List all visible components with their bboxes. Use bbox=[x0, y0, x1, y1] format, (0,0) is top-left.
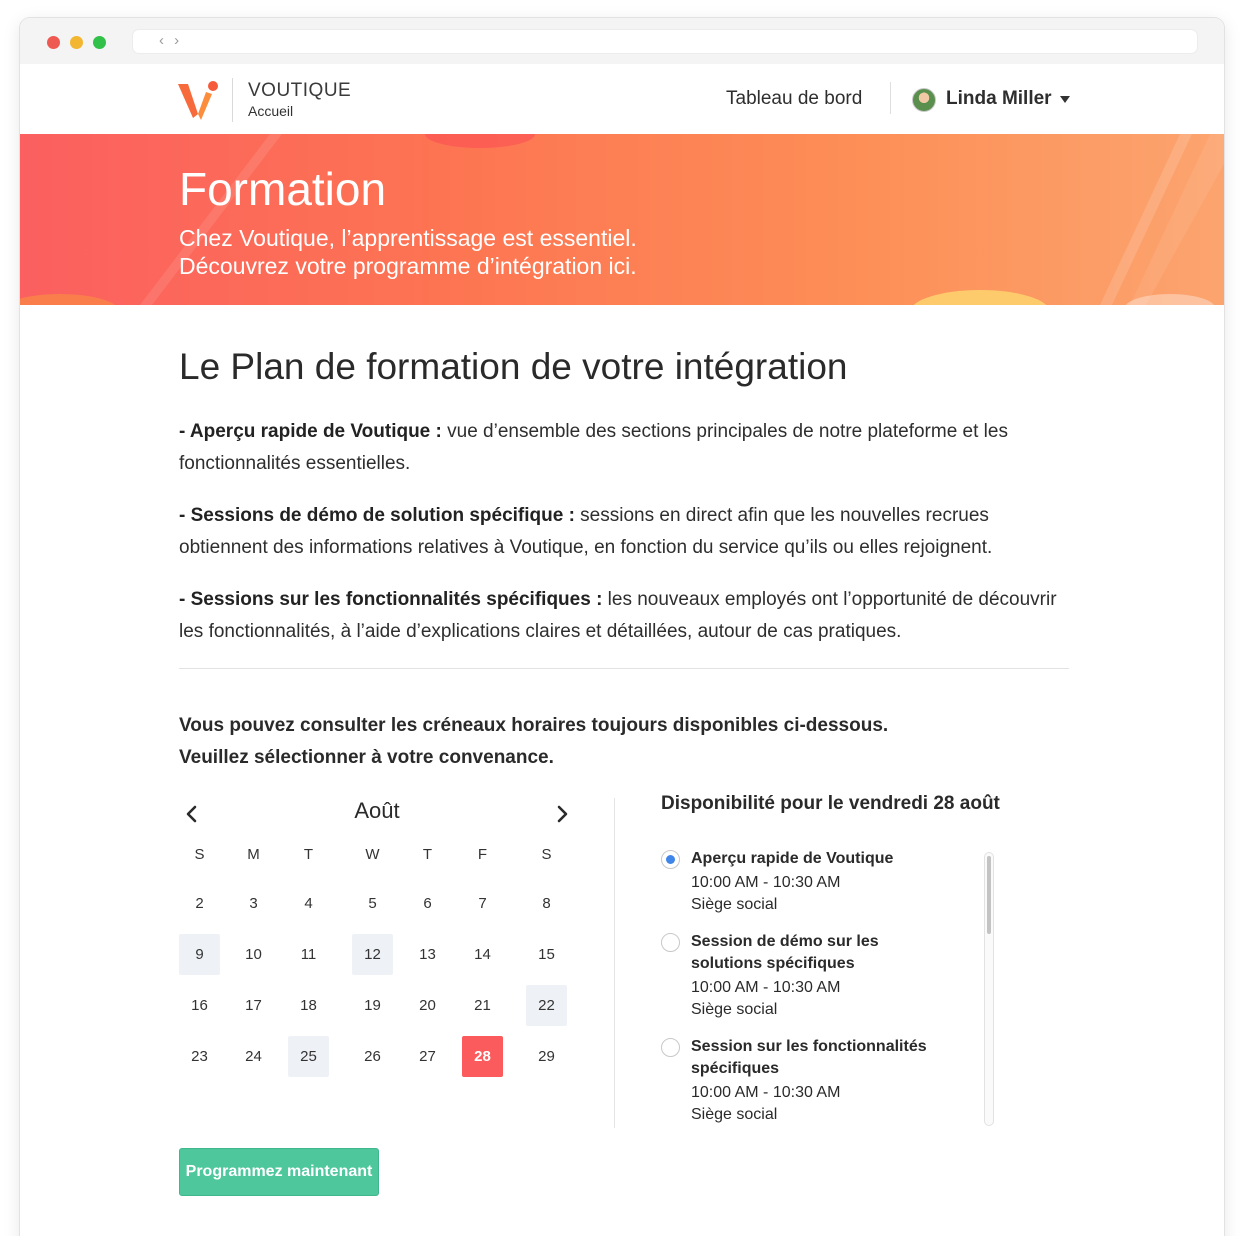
user-avatar[interactable] bbox=[912, 88, 936, 112]
calendar bbox=[179, 795, 579, 1095]
slot-time: 10:00 AM - 10:30 AM bbox=[691, 1084, 841, 1101]
calendar-day-4[interactable]: 4 bbox=[304, 895, 313, 912]
slot-radio[interactable] bbox=[661, 850, 680, 869]
calendar-day-11[interactable]: 11 bbox=[300, 946, 317, 963]
plan-item-label: - Sessions sur les fonctionnalités spécifiques : bbox=[179, 589, 603, 610]
browser-chrome bbox=[20, 18, 1224, 64]
slot-name: Session de démo sur les solutions spécifiques bbox=[691, 933, 879, 972]
slots-intro-line2: Veuillez sélectionner à votre convenance. bbox=[179, 747, 554, 768]
calendar-day-26[interactable]: 26 bbox=[364, 1048, 381, 1065]
slot-time: 10:00 AM - 10:30 AM bbox=[691, 979, 841, 996]
brand-name: VOUTIQUE bbox=[248, 80, 352, 101]
hero-banner bbox=[20, 134, 1224, 305]
calendar-day-16[interactable]: 16 bbox=[191, 997, 208, 1014]
schedule-now-button[interactable]: Programmez maintenant bbox=[179, 1148, 379, 1196]
slot-name: Session sur les fonctionnalités spécifiques bbox=[691, 1038, 927, 1077]
calendar-day-5[interactable]: 5 bbox=[368, 895, 377, 912]
chevron-right-icon[interactable] bbox=[551, 803, 573, 825]
plan-item-text: les nouveaux employés ont l’opportunité de découvrir les fonctionnalités, à l’aide d’explications claires et détaillées, autour de cas pratiques. bbox=[179, 589, 1057, 642]
slot-place: Siège social bbox=[691, 896, 778, 913]
address-bar[interactable] bbox=[132, 29, 1198, 54]
slots-intro-line1: Vous pouvez consulter les créneaux horaires toujours disponibles ci-dessous. bbox=[179, 715, 889, 736]
calendar-weekday-label: F bbox=[477, 846, 488, 863]
back-forward-arrows-icon[interactable]: ‹ › bbox=[159, 32, 183, 49]
banner-subtitle-line1: Chez Voutique, l’apprentissage est essentiel. bbox=[179, 225, 637, 251]
page-title: Le Plan de formation de votre intégration bbox=[179, 346, 848, 387]
calendar-day-14[interactable]: 14 bbox=[474, 946, 491, 963]
slots-intro bbox=[179, 710, 888, 774]
calendar-day-21[interactable]: 21 bbox=[474, 997, 491, 1014]
calendar-day-8[interactable]: 8 bbox=[542, 895, 551, 912]
calendar-day-6[interactable]: 6 bbox=[423, 895, 432, 912]
calendar-weekday-label: W bbox=[365, 846, 380, 863]
brand-subtitle[interactable]: Accueil bbox=[248, 103, 294, 119]
calendar-day-2[interactable]: 2 bbox=[195, 895, 204, 912]
minimize-window-dot[interactable] bbox=[70, 36, 83, 49]
plan-item-feature-sessions bbox=[179, 584, 1059, 648]
plan-item-label: - Sessions de démo de solution spécifique : bbox=[179, 505, 575, 526]
calendar-weekday-label: S bbox=[541, 846, 552, 863]
calendar-weekday-label: M bbox=[247, 846, 260, 863]
user-menu-name[interactable]: Linda Miller bbox=[946, 88, 1052, 109]
slot-time: 10:00 AM - 10:30 AM bbox=[691, 874, 841, 891]
caret-down-icon[interactable] bbox=[1060, 96, 1070, 103]
calendar-day-22[interactable]: 22 bbox=[526, 985, 567, 1026]
voutique-logo-icon[interactable] bbox=[176, 78, 220, 122]
calendar-day-13[interactable]: 13 bbox=[419, 946, 436, 963]
slot-place: Siège social bbox=[691, 1106, 778, 1123]
calendar-weekday-label: T bbox=[422, 846, 433, 863]
calendar-day-24[interactable]: 24 bbox=[245, 1048, 262, 1065]
banner-title: Formation bbox=[179, 163, 387, 215]
calendar-day-12[interactable]: 12 bbox=[352, 934, 393, 975]
close-window-dot[interactable] bbox=[47, 36, 60, 49]
calendar-day-27[interactable]: 27 bbox=[419, 1048, 436, 1065]
slot-list-scrollbar[interactable] bbox=[984, 852, 994, 1126]
calendar-day-9[interactable]: 9 bbox=[179, 934, 220, 975]
calendar-day-15[interactable]: 15 bbox=[538, 946, 555, 963]
plan-item-text: vue d’ensemble des sections principales de notre plateforme et les fonctionnalités essentielles. bbox=[179, 421, 1008, 474]
availability-title: Disponibilité pour le vendredi 28 août bbox=[661, 793, 1000, 814]
slot-name: Aperçu rapide de Voutique bbox=[691, 850, 894, 867]
calendar-month: Août bbox=[354, 798, 400, 823]
plan-item-label: - Aperçu rapide de Voutique : bbox=[179, 421, 442, 442]
calendar-day-18[interactable]: 18 bbox=[300, 997, 317, 1014]
calendar-day-3[interactable]: 3 bbox=[249, 895, 258, 912]
browser-window bbox=[20, 18, 1224, 1236]
calendar-day-17[interactable]: 17 bbox=[245, 997, 262, 1014]
availability-slot-list bbox=[661, 848, 961, 1128]
nav-dashboard-link[interactable]: Tableau de bord bbox=[726, 88, 863, 109]
section-divider bbox=[179, 668, 1069, 669]
calendar-weekday-label: T bbox=[303, 846, 314, 863]
calendar-weekday-label: S bbox=[194, 846, 205, 863]
calendar-day-7[interactable]: 7 bbox=[478, 895, 487, 912]
calendar-day-19[interactable]: 19 bbox=[364, 997, 381, 1014]
calendar-day-23[interactable]: 23 bbox=[191, 1048, 208, 1065]
plan-item-demo-sessions bbox=[179, 500, 1059, 564]
slot-place: Siège social bbox=[691, 1001, 778, 1018]
plan-item-overview bbox=[179, 416, 1059, 480]
banner-subtitle-line2: Découvrez votre programme d’intégration ici. bbox=[179, 253, 637, 279]
calendar-day-20[interactable]: 20 bbox=[419, 997, 436, 1014]
calendar-day-10[interactable]: 10 bbox=[245, 946, 262, 963]
app-header bbox=[20, 64, 1224, 134]
maximize-window-dot[interactable] bbox=[93, 36, 106, 49]
calendar-day-25[interactable]: 25 bbox=[288, 1036, 329, 1077]
banner-subtitle bbox=[179, 224, 637, 280]
calendar-day-28[interactable]: 28 bbox=[462, 1036, 503, 1077]
nav-divider bbox=[890, 82, 891, 114]
calendar-availability-divider bbox=[614, 798, 615, 1128]
calendar-day-29[interactable]: 29 bbox=[538, 1048, 555, 1065]
slot-radio[interactable] bbox=[661, 933, 680, 952]
logo-divider bbox=[232, 78, 233, 122]
plan-item-text: sessions en direct afin que les nouvelles recrues obtiennent des informations relatives à Voutique, en fonction du service qu’ils ou elles rejoignent. bbox=[179, 505, 993, 558]
slot-radio[interactable] bbox=[661, 1038, 680, 1057]
slot-list-scrollbar-thumb[interactable] bbox=[987, 856, 991, 934]
